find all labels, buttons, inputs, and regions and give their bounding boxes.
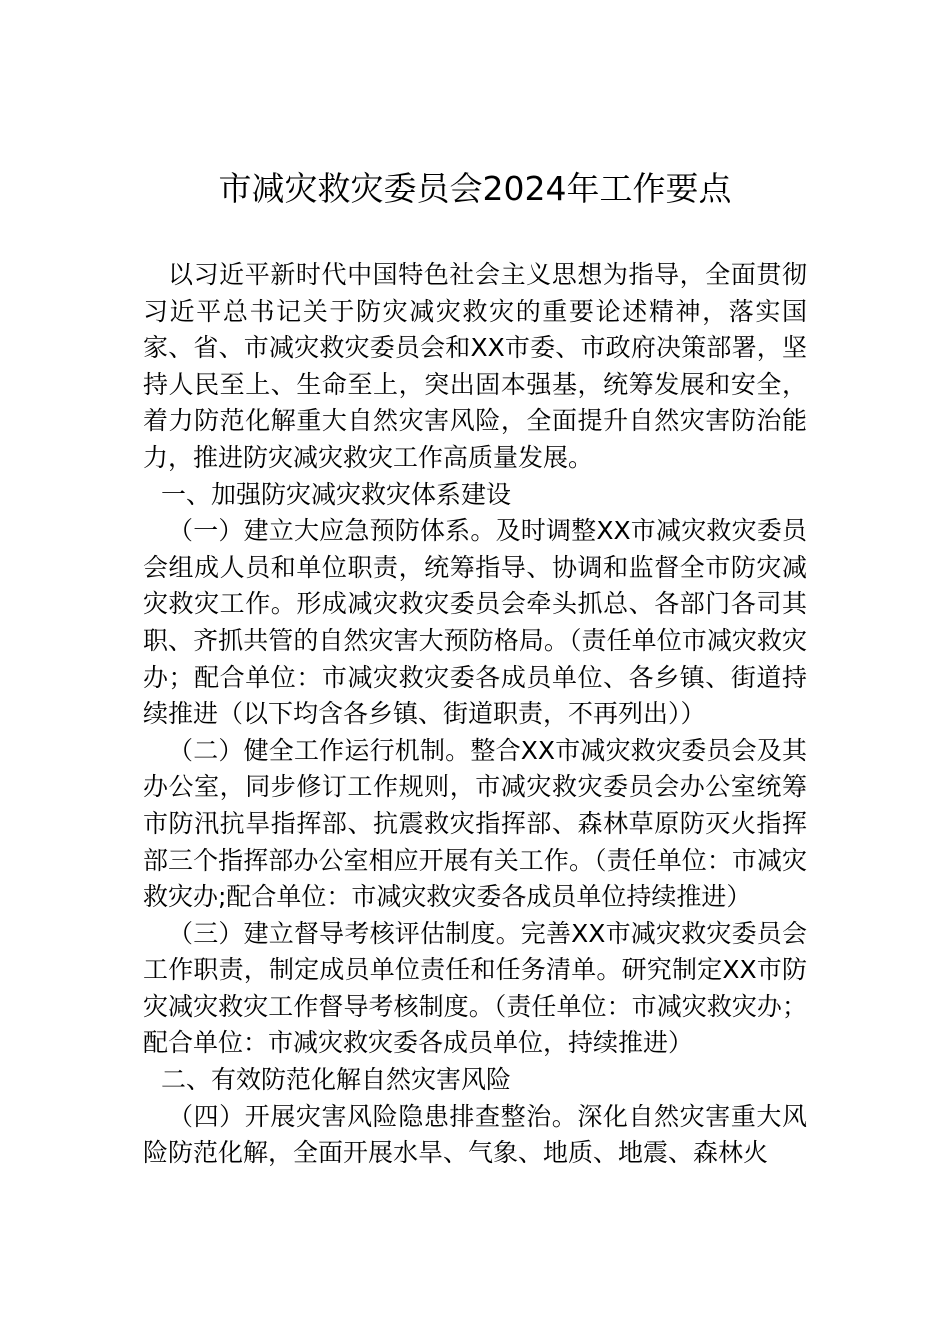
- section-heading-2: 二、有效防范化解自然灾害风险: [161, 1065, 512, 1095]
- item-paragraph-1: （一）建立大应急预防体系。及时调整XX市减灾救灾委员会组成人员和单位职责，统筹指导、协调和监督全市防灾减灾救灾工作。形成减灾救灾委员会牵头抓总、各部门各司其职、齐抓共管的自然灾害大预防格局。（责任单位市减灾救灾办；配合单位：市减灾救灾委各成员单位、各乡镇、街道持续推进（以下均含各乡镇、街道职责，不再列出））: [143, 516, 807, 729]
- item-paragraph-3: （三）建立督导考核评估制度。完善XX市减灾救灾委员会工作职责，制定成员单位责任和任务清单。研究制定XX市防灾减灾救灾工作督导考核制度。（责任单位：市减灾救灾办；配合单位：市减灾救灾委各成员单位，持续推进）: [143, 918, 807, 1058]
- item-paragraph-4: （四）开展灾害风险隐患排查整治。深化自然灾害重大风险防范化解，全面开展水旱、气象、地质、地震、森林火: [143, 1101, 807, 1168]
- section-heading-1: 一、加强防灾减灾救灾体系建设: [161, 479, 512, 509]
- document-title: 市减灾救灾委员会2024年工作要点: [218, 169, 732, 208]
- intro-paragraph: 以习近平新时代中国特色社会主义思想为指导，全面贯彻习近平总书记关于防灾减灾救灾的重要论述精神，落实国家、省、市减灾救灾委员会和XX市委、市政府决策部署，坚持人民至上、生命至上，突出固本强基，统筹发展和安全，着力防范化解重大自然灾害风险，全面提升自然灾害防治能力，推进防灾减灾救灾工作高质量发展。: [143, 260, 807, 472]
- document-body: [143, 257, 807, 1172]
- item-paragraph-2: （二）健全工作运行机制。整合XX市减灾救灾委员会及其办公室，同步修订工作规则，市减灾救灾委员会办公室统筹市防汛抗旱指挥部、抗震救灾指挥部、森林草原防灭火指挥部三个指挥部办公室相应开展有关工作。（责任单位：市减灾救灾办;配合单位：市减灾救灾委各成员单位持续推进）: [143, 735, 807, 912]
